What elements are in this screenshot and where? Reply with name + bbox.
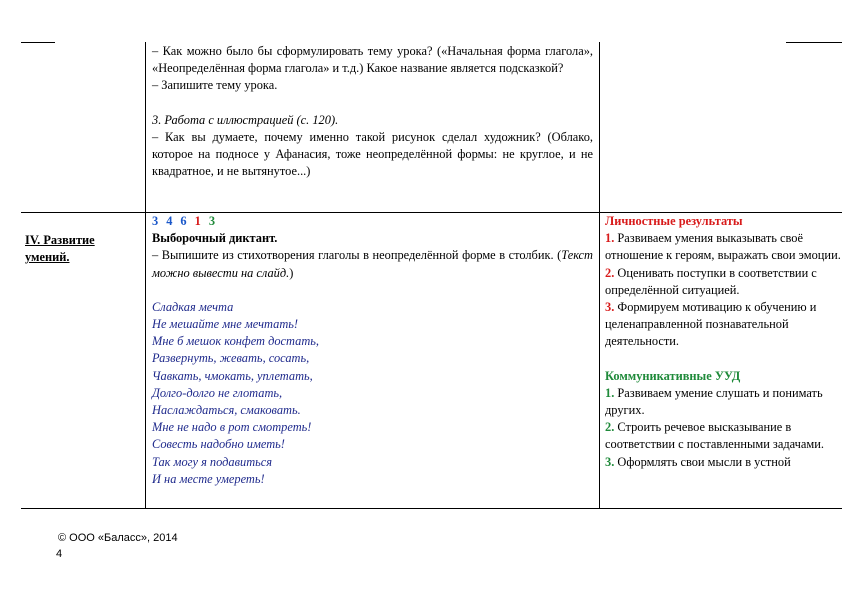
column-divider-2 [599, 42, 600, 509]
row2-content [152, 213, 593, 488]
column-divider-1 [145, 42, 146, 509]
task-numbers [152, 213, 593, 230]
poem-line: Так могу я подавиться [152, 454, 273, 469]
task-number: 3 [208, 214, 216, 228]
poem-line: Не мешайте мне мечтать! [152, 317, 299, 332]
poem-line: И на месте умереть! [152, 471, 265, 486]
communicative-item: 3. Оформлять свои мысли в устной [605, 454, 791, 469]
row2-results [605, 213, 842, 507]
task-number: 3 [152, 214, 159, 228]
poem-line: Развернуть, жевать, сосать, [152, 351, 310, 366]
copyright-footer: © ООО «Баласс», 2014 [58, 532, 178, 544]
question-text: – Как можно было бы сформулировать тему урока? («Начальная форма глагола», «Неопределённая форма глагола» и т.д.) Какое название является подсказкой? [152, 44, 593, 76]
communicative-uud-title: Коммуникативные УУД [605, 368, 741, 383]
personal-result-item: 1. Развиваем умения выказывать своё отношение к героям, выражать свои эмоции. [605, 231, 841, 263]
communicative-item: 2. Строить речевое высказывание в соответствии с поставленными задачами. [605, 420, 824, 452]
table-top-border-right [786, 42, 842, 43]
task-number: 6 [180, 214, 187, 228]
stage-text: IV. Развитие умений. [25, 233, 95, 265]
task3-body: – Как вы думаете, почему именно такой рисунок сделал художник? (Облако, которое на подносе у Афанасия, тоже неопределённой формы: не круглое, и не квадратное, и не вытянутое...) [152, 129, 593, 179]
poem-line: Чавкать, чмокать, уплетать, [152, 368, 313, 383]
page-number: 4 [56, 548, 63, 560]
instruction-text: – Запишите тему урока. [152, 78, 278, 93]
dictation-instruction: – Выпишите из стихотворения глаголы в неопределённой форме в столбик. (Текст можно вывести на слайд.) [152, 248, 593, 280]
table-top-border-left [21, 42, 55, 43]
poem-line: Мне б мешок конфет достать, [152, 334, 320, 349]
stage-label [25, 232, 141, 266]
row1-content [152, 43, 593, 180]
poem [152, 299, 593, 488]
poem-line: Сладкая мечта [152, 299, 234, 314]
communicative-item: 1. Развиваем умение слушать и понимать других. [605, 385, 823, 418]
poem-line: Наслаждаться, смаковать. [152, 403, 301, 418]
lesson-table [21, 42, 842, 509]
poem-line: Совесть надобно иметь! [152, 437, 285, 452]
personal-results-title: Личностные результаты [605, 214, 743, 228]
poem-line: Долго-долго не глотать, [152, 385, 283, 400]
personal-result-item: 2. Оценивать поступки в соответствии с определённой ситуацией. [605, 265, 817, 297]
task3-title: 3. Работа с иллюстрацией (с. 120). [152, 112, 339, 127]
poem-line: Мне не надо в рот смотреть! [152, 420, 312, 435]
personal-result-item: 3. Формируем мотивацию к обучению и целенаправленной познавательной деятельности. [605, 300, 817, 349]
task-number: 4 [166, 214, 173, 228]
task-number: 1 [194, 214, 201, 228]
dictation-title: Выборочный диктант. [152, 231, 278, 246]
